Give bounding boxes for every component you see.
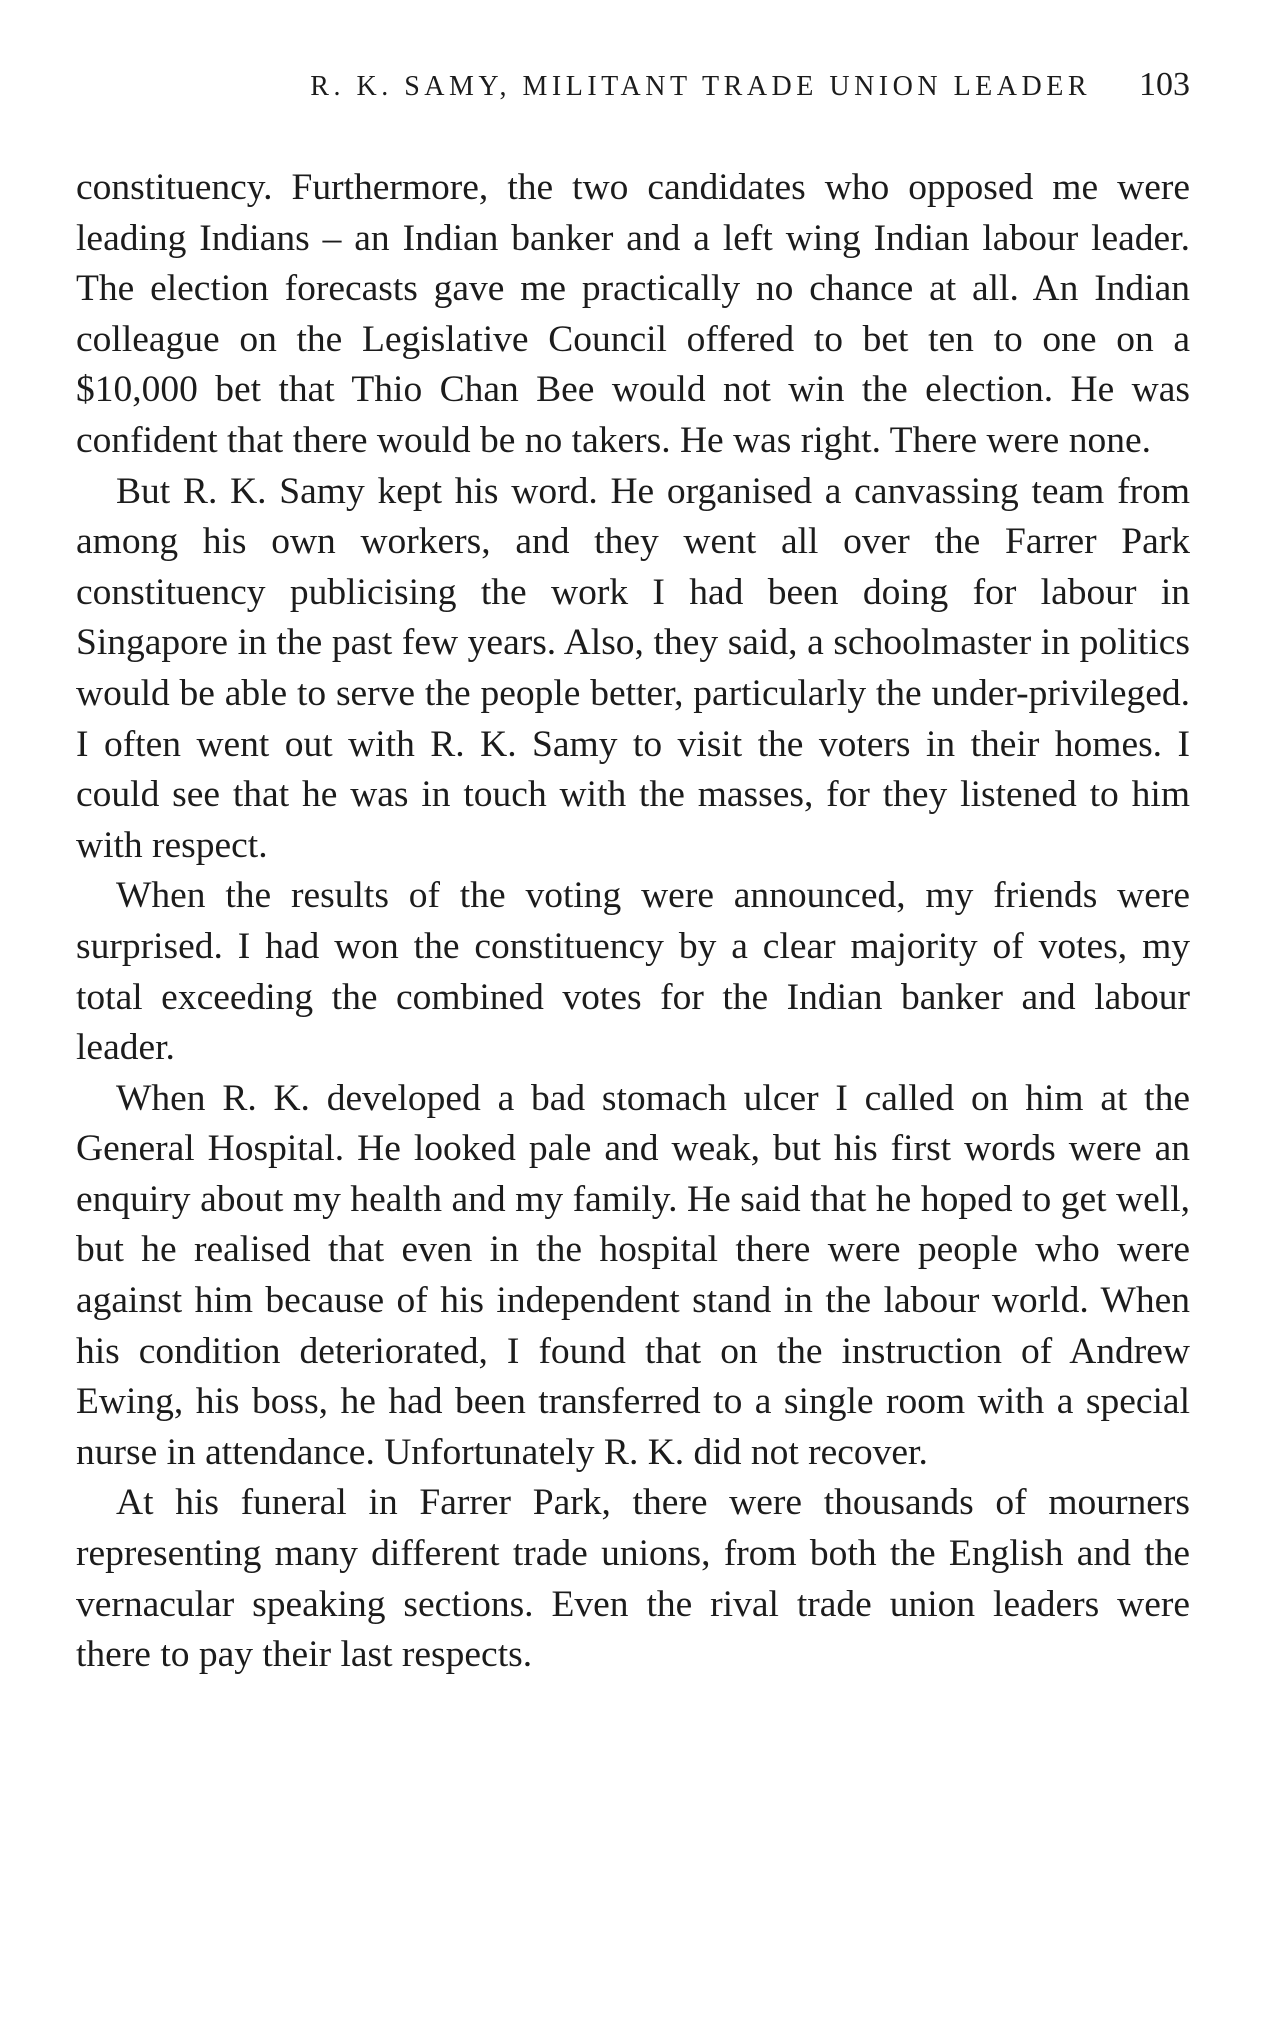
page-header xyxy=(0,66,1190,114)
paragraph-hospital: When R. K. developed a bad stomach ulcer I called on him at the General Hospital. He looked pale and weak, but his first words were an enquiry about my health and my family. He said that he hoped to get well, but he realised that even in the hospital there were people who were against him because of his independent stand in the labour world. When his condition deteriorated, I found that on the instruction of Andrew Ewing, his boss, he had been transferred to a single room with a special nurse in attendance. Unfortunately R. K. did not recover. xyxy=(76,1077,1190,1473)
paragraph-continuation: constituency. Furthermore, the two candidates who opposed me were leading Indians – an Indian banker and a left wing Indian labour leader. The election forecasts gave me practically no chance at all. An Indian colleague on the Legislative Council offered to bet ten to one on a $10,000 bet that Thio Chan Bee would not win the election. He was confident that there would be no takers. He was right. There were none. xyxy=(76,167,1190,461)
paragraph-funeral: At his funeral in Farrer Park, there were thousands of mourners representing many different trade unions, from both the English and the vernacular speaking sections. Even the rival trade union leaders were there to pay their last respects. xyxy=(76,1482,1190,1676)
paragraph-election-results: When the results of the voting were announced, my friends were surprised. I had won the constituency by a clear majority of votes, my total exceeding the combined votes for the Indian banker and labour leader. xyxy=(76,875,1190,1069)
running-title: R. K. SAMY, MILITANT TRADE UNION LEADER xyxy=(310,71,1091,102)
body-text xyxy=(76,163,1190,1681)
paragraph-canvassing: But R. K. Samy kept his word. He organised a canvassing team from among his own workers, and they went all over the Farrer Park constituency publicising the work I had been doing for labour in Singapore in the past few years. Also, they said, a schoolmaster in politics would be able to serve the people better, particularly the under-privileged. I often went out with R. K. Samy to visit the voters in their homes. I could see that he was in touch with the masses, for they listened to him with respect. xyxy=(76,470,1190,866)
page-number: 103 xyxy=(1139,66,1190,103)
